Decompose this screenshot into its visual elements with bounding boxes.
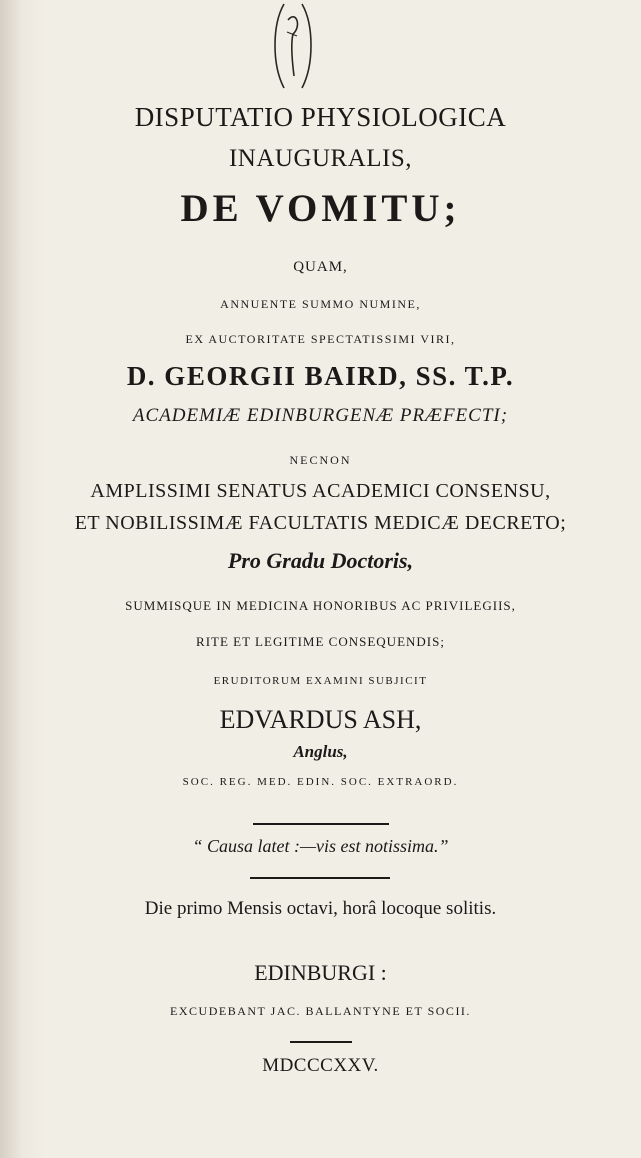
rule-above-motto bbox=[253, 823, 389, 825]
author-name: EDVARDUS ASH, bbox=[219, 705, 422, 734]
motto-line: “ Causa latet :—vis est notissima.” bbox=[192, 836, 449, 856]
academiae-line: ACADEMIÆ EDINBURGENÆ PRÆFECTI; bbox=[132, 405, 509, 426]
title-line-1: DISPUTATIO PHYSIOLOGICA bbox=[134, 102, 507, 132]
rite-line: RITE ET LEGITIME CONSEQUENDIS; bbox=[196, 634, 445, 649]
author-nationality: Anglus, bbox=[293, 742, 348, 761]
date-line: Die primo Mensis octavi, horâ locoque solitis. bbox=[144, 898, 497, 919]
pro-gradu-line: Pro Gradu Doctoris, bbox=[227, 548, 414, 573]
year-line: MDCCCXXV. bbox=[262, 1055, 379, 1076]
quam-line: QUAM, bbox=[293, 259, 348, 275]
annuente-line: ANNUENTE SUMMO NUMINE, bbox=[220, 297, 421, 311]
title-line-3: DE VOMITU; bbox=[180, 187, 461, 230]
baird-line: D. GEORGII BAIRD, SS. T.P. bbox=[126, 361, 515, 391]
summisque-line: SUMMISQUE IN MEDICINA HONORIBUS AC PRIVILEGIIS, bbox=[125, 598, 516, 613]
eruditorum-line: ERUDITORUM EXAMINI SUBJICIT bbox=[213, 675, 428, 687]
ex-auctoritate-line: EX AUCTORITATE SPECTATISSIMI VIRI, bbox=[185, 332, 456, 346]
necnon-line: NECNON bbox=[289, 453, 352, 467]
printer-line: EXCUDEBANT JAC. BALLANTYNE ET SOCII. bbox=[170, 1004, 471, 1018]
title-line-2: INAUGURALIS, bbox=[228, 145, 413, 172]
senatus-line: AMPLISSIMI SENATUS ACADEMICI CONSENSU, bbox=[90, 480, 551, 502]
shelfmark-handwritten bbox=[262, 0, 322, 95]
place-line: EDINBURGI : bbox=[254, 960, 387, 985]
society-line: SOC. REG. MED. EDIN. SOC. EXTRAORD. bbox=[182, 776, 459, 788]
rule-above-year bbox=[290, 1041, 352, 1043]
rule-below-motto bbox=[250, 877, 390, 879]
facultatis-line: ET NOBILISSIMÆ FACULTATIS MEDICÆ DECRETO; bbox=[74, 512, 567, 534]
